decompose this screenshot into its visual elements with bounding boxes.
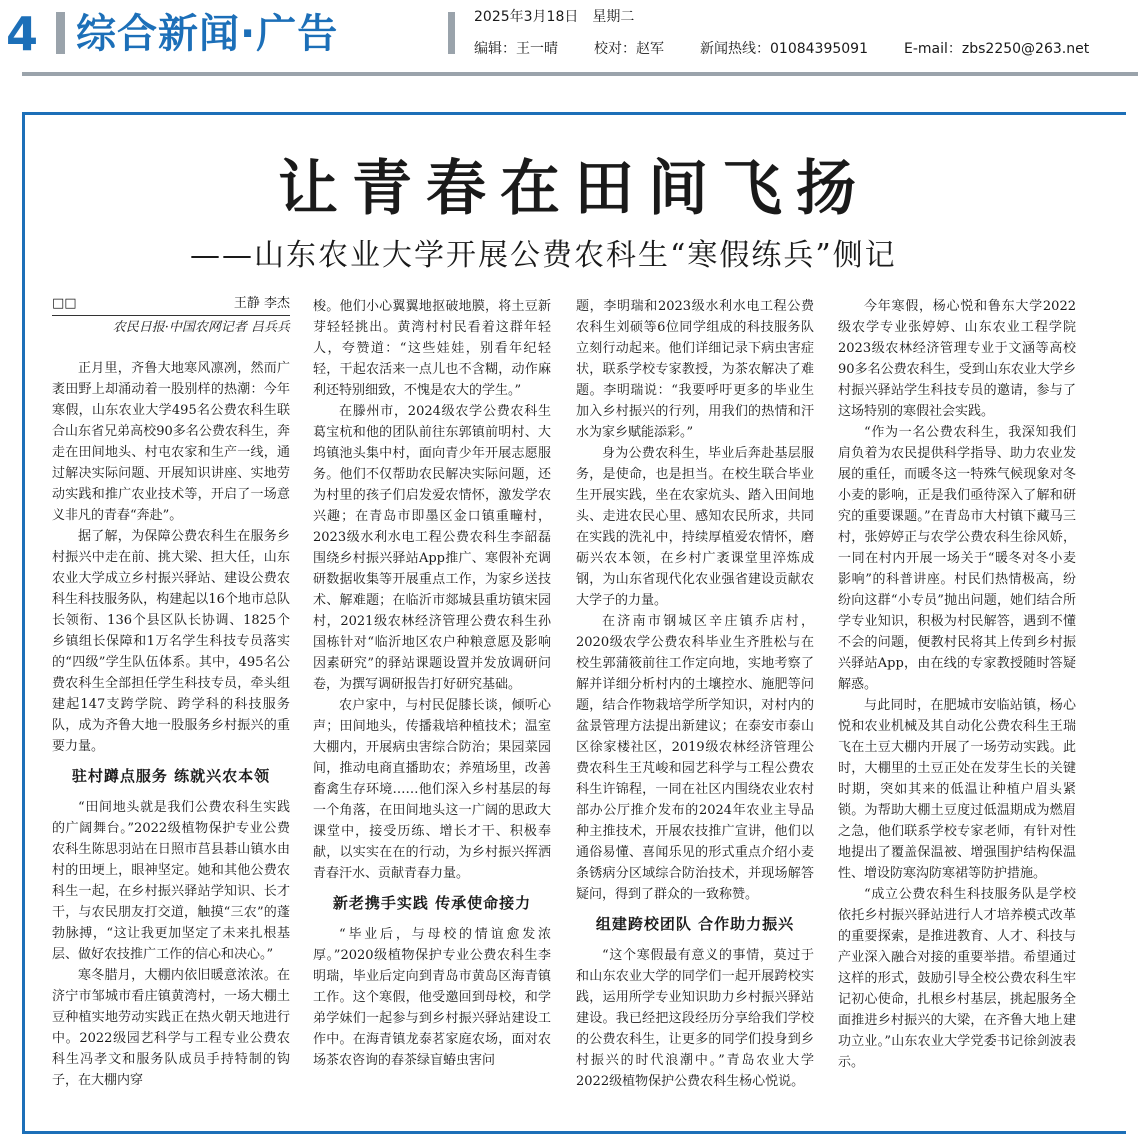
article-frame-left (22, 112, 25, 1134)
article-column-1 (52, 358, 290, 1130)
paragraph: 题，李明瑞和2023级水利水电工程公费农科生刘硕等6位同学组成的科技服务队立刻行动起来。他们详细记录下病虫害症状，联系学校专家教授，为茶农解决了难题。李明瑞说：“我要呼吁更多的毕业生加入乡村振兴的行列，用我们的热情和汗水为家乡赋能添彩。” (576, 299, 814, 440)
article-column-3 (576, 296, 814, 1128)
paragraph: 今年寒假，杨心悦和鲁东大学2022级农学专业张婷婷、山东农业工程学院2023级农林经济管理专业于文涵等高校90多名公费农科生，受到山东农业大学乡村振兴驿站学生科技专员的邀请，参与了这场特别的寒假社会实践。 (838, 299, 1076, 419)
subheading: 新老携手实践 传承使命接力 (332, 894, 532, 912)
subheading: 驻村蹲点服务 练就兴农本领 (71, 767, 271, 785)
article-headline: 让青春在田间飞扬 (278, 154, 870, 224)
paragraph: 梭。他们小心翼翼地抠破地膜，将土豆新芽轻轻挑出。黄湾村村民看着这群年轻人，夸赞道：“这些娃娃，别看年纪轻轻，干起农活来一点儿也不含糊，动作麻利还特别细致，不愧是农大的学生。” (313, 299, 551, 398)
paragraph: 寒冬腊月，大棚内依旧暖意浓浓。在济宁市邹城市看庄镇黄湾村，一场大棚土豆种植实地劳动实践正在热火朝天地进行中。2022级园艺科学与工程专业公费农科生冯孝文和服务队成员手持特制的钩子，在大棚内穿 (52, 968, 290, 1088)
article-subtitle: ——山东农业大学开展公费农科生“寒假练兵”侧记 (190, 238, 897, 273)
byline (52, 294, 290, 337)
staff-info (474, 38, 1125, 58)
paragraph: 在滕州市，2024级农学公费农科生葛宝杭和他的团队前往东郭镇前明村、大坞镇池头集中村，面向青少年开展志愿服务。他们不仅帮助农民解决实际问题，还为村里的孩子们启发爱农情怀，激发学农兴趣；在青岛市即墨区金口镇重疃村，2023级水利水电工程公费农科生李韶磊围绕乡村振兴驿站App推广、寒假补充调研数据收集等开展重点工作，为家乡送技术、解难题；在临沂市郯城县重坊镇宋园村，2021级农林经济管理公费农科生孙国栋针对“临沂地区农户种粮意愿及影响因素研究”的驿站课题设置并发放调研问卷，为撰写调研报告打好研究基础。 (313, 404, 551, 692)
paragraph: “田间地头就是我们公费农科生实践的广阔舞台。”2022级植物保护专业公费农科生陈思羽站在日照市莒县碁山镇水由村的田埂上，眼神坚定。她和其他公费农科生一起，在乡村振兴驿站学知识、长才干，与农民朋友打交道，触摸“三农”的蓬勃脉搏，“这让我更加坚定了未来扎根基层、做好农技推广工作的信心和决心。” (52, 800, 290, 962)
paragraph: “成立公费农科生科技服务队是学校依托乡村振兴驿站进行人才培养模式改革的重要探索，是推进教育、人才、科技与产业深入融合对接的重要举措。希望通过这样的形式，鼓励引导全校公费农科生牢记初心使命，扎根乡村基层，挑起服务全面推进乡村振兴的大梁，在齐鲁大地上建功立业。”山东农业大学党委书记徐剑波表示。 (838, 887, 1076, 1070)
paragraph: 农户家中，与村民促膝长谈，倾听心声；田间地头，传播栽培种植技术；温室大棚内，开展病虫害综合防治；果园菜园间，推动电商直播助农；养殖场里，改善畜禽生存环境……他们深入乡村基层的每一个角落，在田间地头这一广阔的思政大课堂中，接受历练、增长才干、积极奉献，以实实在在的行动，为乡村振兴挥洒青春汗水、贡献青春力量。 (313, 698, 551, 881)
paragraph: 与此同时，在肥城市安临站镇，杨心悦和农业机械及其自动化公费农科生王瑞飞在土豆大棚内开展了一场劳动实践。此时，大棚里的土豆正处在发芽生长的关键时期，突如其来的低温让种植户眉头紧锁。为帮助大棚土豆度过低温期成为燃眉之急，他们联系学校专家老师，有针对性地提出了覆盖保温被、增强围护结构保温性、增设防寒沟防寒裙等防护措施。 (838, 698, 1076, 881)
reporter: 农民日报·中国农网记者 吕兵兵 (112, 320, 290, 335)
paragraph: 在济南市钢城区辛庄镇乔店村，2020级农学公费农科毕业生齐胜松与在校生郭蒲筱前往工作定向地，实地考察了解并详细分析村内的土壤控水、施肥等问题，结合作物栽培学所学知识，对村内的盆景管理方法提出新建议；在泰安市泰山区徐家楼社区，2019级农林经济管理公费农科生王芃峻和园艺科学与工程公费农科生许锦程，一同在社区内围绕农业农村部办公厅推介发布的2024年农业主导品种主推技术，开展农技推广宣讲，他们以通俗易懂、喜闻乐见的形式重点介绍小麦条锈病分区域综合防治技术，并现场解答疑问，得到了群众的一致称赞。 (576, 614, 814, 902)
paragraph: “这个寒假最有意义的事情，莫过于和山东农业大学的同学们一起开展跨校实践，运用所学专业知识助力乡村振兴驿站建设。我已经把这段经历分享给我们学校的公费农科生，让更多的同学们投身到乡村振兴的时代浪潮中。”青岛农业大学2022级植物保护公费农科生杨心悦说。 (576, 948, 814, 1089)
subheading: 组建跨校团队 合作助力振兴 (595, 915, 795, 933)
issue-date (474, 6, 648, 26)
paragraph: 身为公费农科生，毕业后奔赴基层服务，是使命，也是担当。在校生联合毕业生开展实践，坐在农家炕头、踏入田间地头、走进农民心里、感知农民所求，共同在实践的洗礼中，持续厚植爱农情怀，磨砺兴农本领，在乡村广袤课堂里淬炼成钢，为山东省现代化农业强省建设贡献农大学子的力量。 (576, 446, 814, 608)
paragraph: “毕业后，与母校的情谊愈发浓厚。”2020级植物保护专业公费农科生李明瑞，毕业后定向到青岛市黄岛区海青镇工作。这个寒假，他受邀回到母校，和学弟学妹们一起参与到乡村振兴驿站建设工作中。在海青镇龙泰茗家庭农场，面对农场茶农咨询的春茶绿盲蝽虫害问 (313, 927, 551, 1068)
date-text: 2025年3月18日 (474, 9, 579, 25)
masthead-divider (448, 12, 455, 54)
masthead-divider (56, 12, 65, 54)
masthead-rule (22, 72, 1138, 76)
paragraph: 正月里，齐鲁大地寒风凛冽，然而广袤田野上却涌动着一股别样的热潮：今年寒假，山东农业大学495名公费农科生联合山东省兄弟高校90多名公费农科生，奔走在田间地头、村屯农家和生产一线，通过解决实际问题、开展知识讲座、实地劳动实践和推广农业技术等，开启了一场意义非凡的青春“奔赴”。 (52, 361, 290, 523)
byline-placeholder: □□ (52, 296, 77, 311)
authors: 王静 李杰 (233, 296, 290, 311)
article-column-2 (313, 296, 551, 1128)
email-text: E-mail：zbs2250@263.net (903, 41, 1090, 57)
article-frame-bottom (22, 1131, 1126, 1134)
page-number: 4 (6, 7, 39, 61)
proofreader-text: 校对：赵军 (594, 41, 664, 57)
paragraph: “作为一名公费农科生，我深知我们肩负着为农民提供科学指导、助力农业发展的重任，而暖冬这一特殊气候现象对冬小麦的影响，正是我们亟待深入了解和研究的重要课题。”在青岛市大村镇下藏马三村，张婷婷正与农学公费农科生徐风娇，一同在村内开展一场关于“暖冬对冬小麦影响”的科普讲座。村民们热情极高，纷纷向这群“小专员”抛出问题，她们结合所学专业知识，积极为村民解答，遇到不懂不会的问题，便教村民将其上传到乡村振兴驿站App，由在线的专家教授随时答疑解惑。 (838, 425, 1076, 692)
weekday-text: 星期二 (592, 9, 635, 25)
paragraph: 据了解，为保障公费农科生在服务乡村振兴中走在前、挑大梁、担大任，山东农业大学成立乡村振兴驿站、建设公费农科生科技服务队，构建起以16个地市总队长领衔、136个县区队长协调、1825个乡镇组长保障和1万名学生科技专员落实的“四级”学生队伍体系。其中，495名公费农科生全部担任学生科技专员，牵头组建起147支跨学院、跨学科的科技服务队，成为齐鲁大地一股服务乡村振兴的重要力量。 (52, 529, 290, 754)
masthead (0, 0, 1138, 72)
article-column-4 (838, 296, 1076, 1128)
section-title: 综合新闻·广告 (76, 11, 339, 57)
editor-text: 编辑：王一晴 (474, 41, 558, 57)
hotline-text: 新闻热线：01084395091 (700, 41, 868, 57)
article-frame-top (22, 112, 1126, 115)
